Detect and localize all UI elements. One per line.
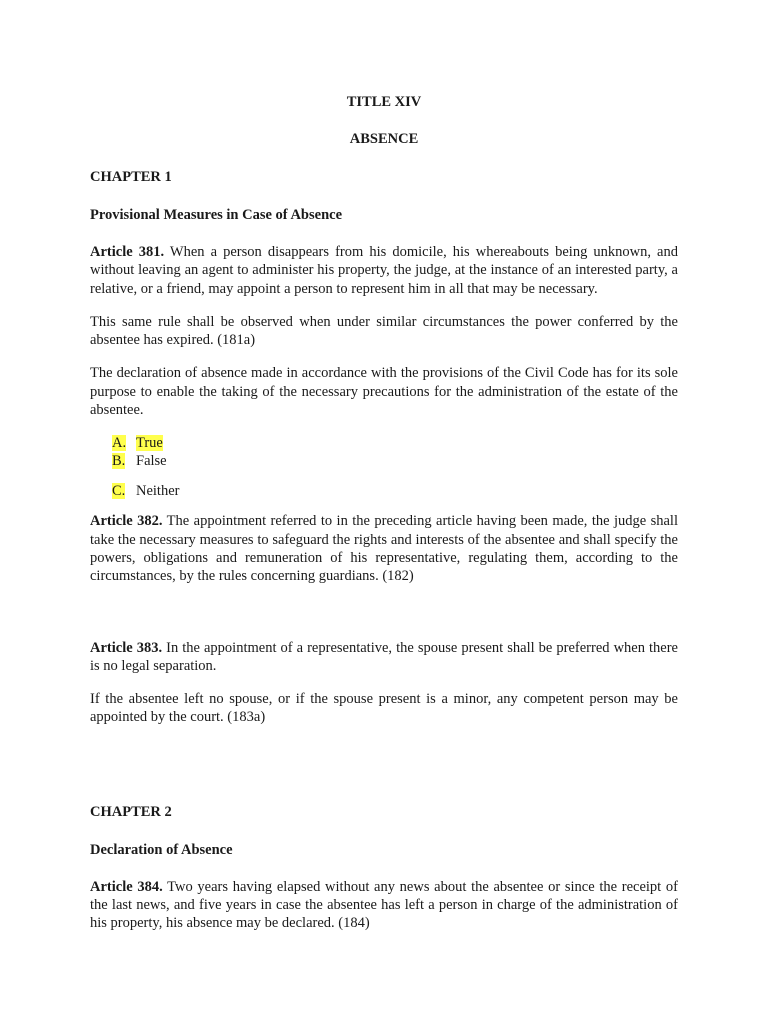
choice-c-letter: C. [112,483,126,500]
article-383-text: In the appointment of a representative, the spouse present shall be preferred when there is no legal separation. [90,639,678,674]
document-page [90,92,678,948]
article-383-paragraph-2: If the absentee left no spouse, or if the spouse present is a minor, any competent person may be appointed by the court. (183a) [90,691,678,726]
choice-b-text: False [136,453,167,470]
article-384-paragraph [90,878,678,933]
choice-b-letter: B. [112,453,126,470]
choice-a-text: True [136,435,163,452]
article-382-paragraph [90,512,678,585]
answer-choices [112,434,678,500]
article-381-paragraph-2: This same rule shall be observed when under similar circumstances the power conferred by the absentee has expired. (181a) [90,313,678,349]
choice-c[interactable] [112,482,678,500]
article-382-label: Article 382. [90,513,163,530]
article-383-paragraph [90,639,678,676]
choice-b[interactable] [112,452,678,470]
article-384-label: Article 384. [90,878,163,895]
chapter-2-heading: Declaration of Absence [90,841,233,858]
question-text: The declaration of absence made in accordance with the provisions of the Civil Code has for its sole purpose to enable the taking of the necessary precautions for the administration of the estate of the absentee. [90,365,678,419]
article-382-text: The appointment referred to in the preceding article having been made, the judge shall take the necessary measures to safeguard the rights and interests of the absentee and shall specify the powers, obligations and remuneration of his representative, regulating them, according to the circumstances, by the rules concerning guardians. (182) [90,513,678,585]
article-381-paragraph [90,243,678,298]
chapter-1-heading: Provisional Measures in Case of Absence [90,207,343,223]
article-381-text: When a person disappears from his domicile, his whereabouts being unknown, and without leaving an agent to administer his property, the judge, at the instance of an interested party, a relative, or a friend, may appoint a person to represent him in all that may be necessary. [90,244,678,297]
subtitle: ABSENCE [349,131,419,147]
article-383-label: Article 383. [90,639,163,656]
chapter-1-label: CHAPTER 1 [90,169,172,185]
article-384-text: Two years having elapsed without any news about the absentee or since the receipt of the last news, and five years in case the absentee has left a person in charge of the administration of his property, his absence may be declared. (184) [90,878,678,932]
title: TITLE XIV [346,94,422,110]
choice-a[interactable] [112,434,678,452]
article-381-label: Article 381. [90,244,165,260]
choice-a-letter: A. [112,435,127,452]
chapter-2-label: CHAPTER 2 [90,803,172,820]
choice-c-text: Neither [136,483,180,500]
